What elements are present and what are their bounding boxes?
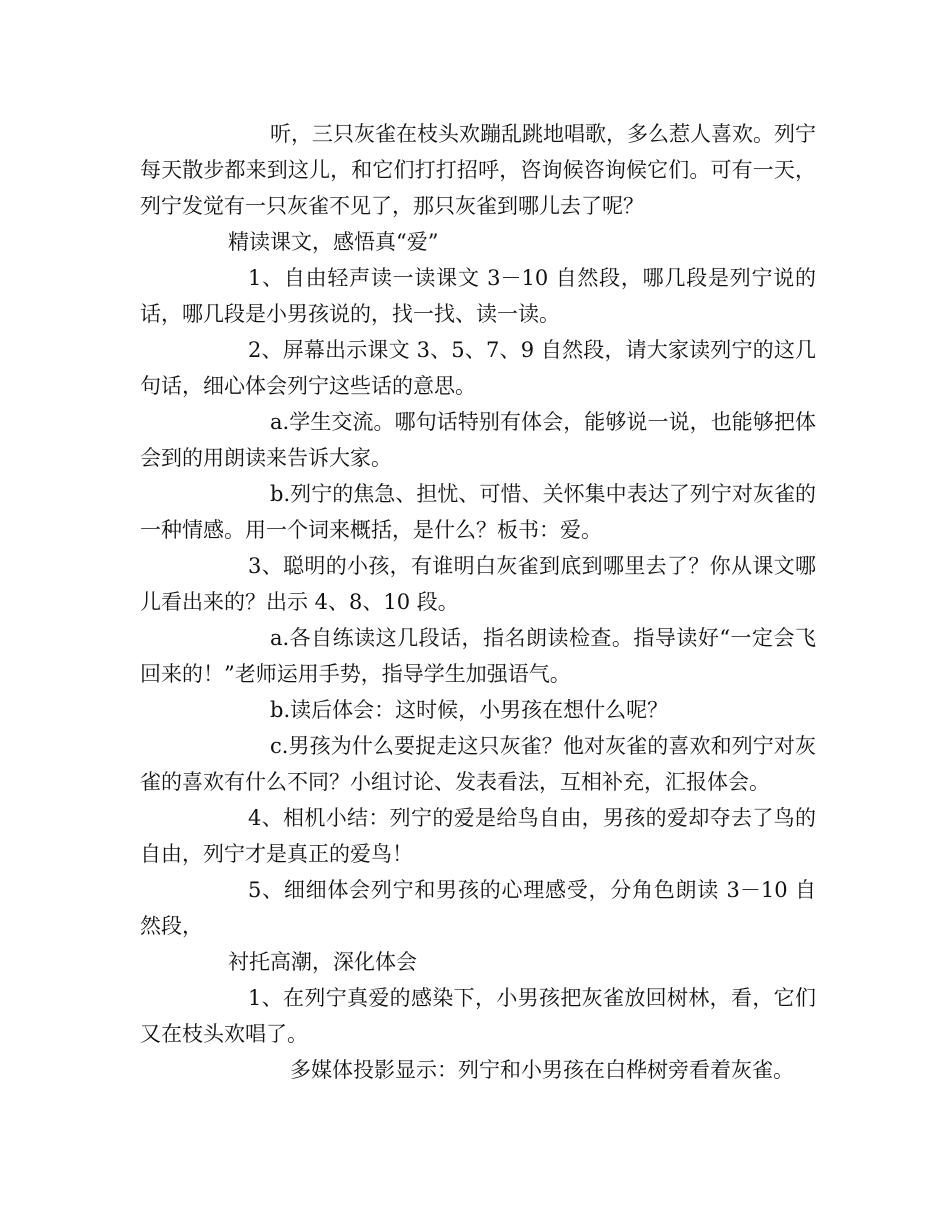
- paragraph-step-1: 1、自由轻声读一读课文 3－10 自然段，哪几段是列宁说的话，哪几段是小男孩说的，找一找、读一读。: [140, 266, 816, 326]
- paragraph-step-4: 4、相机小结：列宁的爱是给鸟自由，男孩的爱却夺去了鸟的自由，列宁才是真正的爱鸟！: [140, 806, 816, 866]
- paragraph-step-3c: c.男孩为什么要捉走这只灰雀？他对灰雀的喜欢和列宁对灰雀的喜欢有什么不同？小组讨论、发表看法，互相补充，汇报体会。: [140, 734, 816, 794]
- section-heading-climax: 衬托高潮，深化体会: [228, 950, 417, 974]
- paragraph-intro: 听，三只灰雀在枝头欢蹦乱跳地唱歌，多么惹人喜欢。列宁每天散步都来到这儿，和它们打打招呼，咨询候咨询候它们。可有一天，列宁发觉有一只灰雀不见了，那只灰雀到哪儿去了呢？: [140, 122, 816, 218]
- paragraph-step-5: 5、细细体会列宁和男孩的心理感受，分角色朗读 3－10 自然段，: [140, 878, 816, 938]
- paragraph-climax-1: 1、在列宁真爱的感染下，小男孩把灰雀放回树林，看，它们又在枝头欢唱了。: [140, 986, 816, 1046]
- paragraph-step-3a: a.各自练读这几段话，指名朗读检查。指导读好“一定会飞回来的！”老师运用手势，指导学生加强语气。: [140, 626, 816, 686]
- document-body: [140, 116, 816, 1088]
- paragraph-multimedia: 多媒体投影显示：列宁和小男孩在白桦树旁看着灰雀。: [290, 1058, 794, 1082]
- section-heading-close-reading: 精读课文，感悟真“爱”: [228, 230, 439, 254]
- paragraph-step-3: 3、聪明的小孩，有谁明白灰雀到底到哪里去了？你从课文哪儿看出来的？出示 4、8、10 段。: [140, 554, 816, 614]
- paragraph-step-2: 2、屏幕出示课文 3、5、7、9 自然段，请大家读列宁的这几句话，细心体会列宁这些话的意思。: [140, 338, 816, 398]
- paragraph-step-2b: b.列宁的焦急、担忧、可惜、关怀集中表达了列宁对灰雀的一种情感。用一个词来概括，是什么？板书：爱。: [140, 482, 816, 542]
- paragraph-step-2a: a.学生交流。哪句话特别有体会，能够说一说，也能够把体会到的用朗读来告诉大家。: [140, 410, 816, 470]
- paragraph-step-3b: b.读后体会：这时候，小男孩在想什么呢？: [270, 698, 669, 722]
